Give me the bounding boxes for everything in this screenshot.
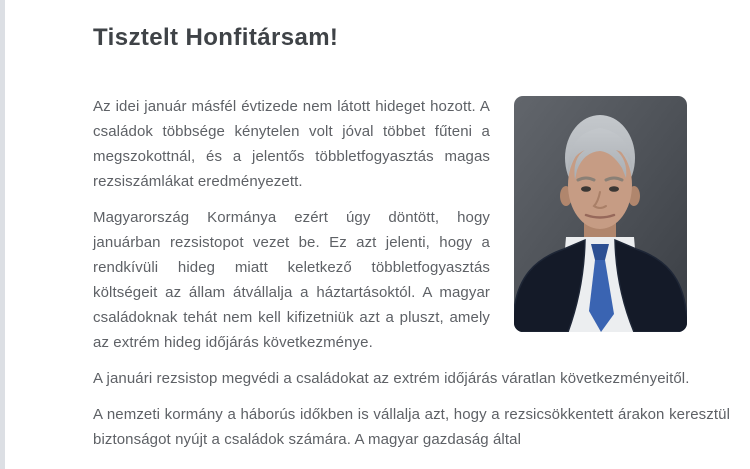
portrait-eye-left — [581, 186, 591, 192]
portrait-illustration — [514, 96, 687, 332]
body-paragraph: Az idei január másfél évtizede nem látott hideget hozott. A családok többsége kénytelen volt jóval többet fűteni a megszokottnál, és a jelentős többletfogyasztás magas rezsiszámlákat eredményezett. — [93, 98, 490, 190]
portrait-eye-right — [609, 186, 619, 192]
body-paragraph: A nemzeti kormány a háborús időkben is vállalja azt, hogy a rezsicsökkentett árakon keresztül biztonságot nyújt a családok számára. A magyar gazdaság által — [93, 406, 730, 448]
body-paragraph: Magyarország Kormánya ezért úgy döntött, hogy januárban rezsistopot vezet be. Ez azt jelenti, hogy a rendkívüli hideg miatt keletkező többletfogyasztás költségeit az állam átvállalja a háztartásoktól. A magyar családoknak tehát nem kell kifizetniük azt a pluszt, amely az extrém hideg időjárás következménye. — [93, 209, 490, 351]
page-edge-divider — [0, 0, 5, 469]
portrait-photo — [514, 96, 687, 332]
letter-body — [93, 94, 730, 452]
page-title: Tisztelt Honfitársam! — [93, 24, 339, 51]
letter-content — [93, 0, 730, 463]
body-paragraph: A januári rezsistop megvédi a családokat az extrém időjárás váratlan következményeitől. — [93, 370, 690, 387]
